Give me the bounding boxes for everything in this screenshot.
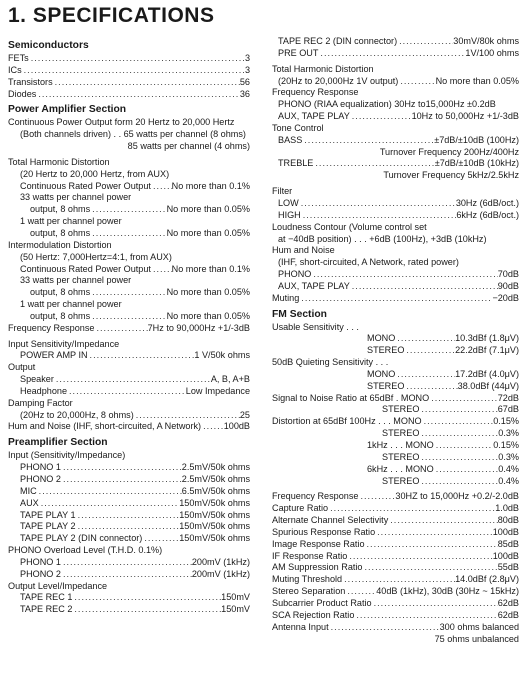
spec-value: 0.15% xyxy=(493,416,519,427)
spec-row xyxy=(272,393,519,405)
spec-row xyxy=(8,521,250,533)
spec-label: Frequency Response xyxy=(8,322,95,333)
spec-label: MIC xyxy=(20,485,37,496)
dot-leader xyxy=(395,333,455,345)
spec-value: 100dB xyxy=(492,526,519,537)
spec-value: 100dB xyxy=(492,550,519,561)
spec-row xyxy=(272,452,519,464)
spec-value: 200mV (1kHz) xyxy=(191,556,250,567)
spec-value: ±7dB/±10dB (100Hz) xyxy=(434,134,519,145)
spec-text: Intermodulation Distortion xyxy=(8,239,112,250)
spec-text: (IHF, short-circuited, A Network, rated power) xyxy=(278,257,459,268)
dot-leader xyxy=(362,562,497,574)
dot-leader xyxy=(395,369,455,381)
spec-label: IF Response Ratio xyxy=(272,550,348,561)
spec-row xyxy=(8,374,250,386)
dot-leader xyxy=(404,345,455,357)
dot-leader xyxy=(142,533,179,545)
dot-leader xyxy=(72,604,221,616)
spec-text: Damping Factor xyxy=(8,397,73,408)
spec-value: 1V/100 ohms xyxy=(465,47,519,58)
spec-row xyxy=(8,287,250,299)
spec-label: 6kHz . . . MONO xyxy=(367,463,434,474)
dot-leader xyxy=(67,386,186,398)
spec-label: AUX, TAPE PLAY xyxy=(278,111,350,122)
spec-value: 67dB xyxy=(497,404,519,415)
spec-value: 1 V/50k ohms xyxy=(194,350,250,361)
spec-value: 56 xyxy=(239,76,250,87)
spec-value: 30mV/80k ohms xyxy=(453,36,519,46)
dot-leader xyxy=(36,89,240,101)
spec-value: 80dB xyxy=(497,515,519,526)
spec-value: 0.4% xyxy=(498,475,519,486)
dot-leader xyxy=(76,521,180,533)
spec-value: 0.3% xyxy=(498,428,519,439)
dot-leader xyxy=(311,269,497,281)
dot-leader xyxy=(419,404,497,416)
dot-leader xyxy=(76,510,180,522)
spec-row xyxy=(272,527,519,539)
spec-row xyxy=(272,158,519,170)
dot-leader xyxy=(397,36,453,48)
dot-leader xyxy=(422,416,494,428)
dot-leader xyxy=(328,503,495,515)
spec-label: PHONO 2 xyxy=(20,474,61,484)
spec-value: 22.2dBf (7.1μV) xyxy=(455,345,519,356)
dot-leader xyxy=(419,476,498,488)
spec-label: Antenna Input xyxy=(272,621,329,632)
spec-label: STEREO xyxy=(382,404,420,415)
spec-row xyxy=(8,474,250,486)
spec-value: 0.3% xyxy=(498,451,519,462)
dot-leader xyxy=(61,557,192,569)
spec-value: 3 xyxy=(244,53,250,63)
spec-text: Output Level/Impedance xyxy=(8,580,108,591)
spec-row xyxy=(8,410,250,422)
spec-text: Input (Sensitivity/Impedance) xyxy=(8,450,126,461)
spec-value: Turnover Frequency 200Hz/400Hz xyxy=(379,146,519,157)
spec-text: 50dB Quieting Sensitivity . . . xyxy=(272,357,389,368)
spec-text: 33 watts per channel power xyxy=(20,192,132,203)
spec-value: No more than 0.1% xyxy=(171,180,250,191)
spec-row xyxy=(272,574,519,586)
spec-row xyxy=(8,89,250,101)
spec-row xyxy=(272,598,519,610)
spec-label: MONO xyxy=(367,368,396,379)
specs-column-left xyxy=(8,36,250,616)
spec-value: 150mV/50k ohms xyxy=(179,497,250,508)
spec-label: TAPE REC 2 xyxy=(20,604,73,615)
dot-leader xyxy=(404,381,457,393)
spec-row xyxy=(8,77,250,89)
spec-label: TAPE PLAY 2 (DIN connector) xyxy=(20,533,143,544)
spec-row xyxy=(272,293,519,305)
spec-label: Hum and Noise (IHF, short-circuited, A Network) xyxy=(8,421,202,432)
spec-value: 10.3dBf (1.8μV) xyxy=(455,333,519,344)
spec-text: PHONO (RIAA equalization) 30Hz to15,000Hz ±0.2dB xyxy=(278,99,496,110)
spec-value: 10Hz to 50,000Hz +1/-3dB xyxy=(411,111,519,122)
spec-value: 1.0dB xyxy=(495,503,519,514)
spec-label: Image Response Ratio xyxy=(272,538,365,549)
dot-leader xyxy=(358,491,395,503)
spec-value: 0.4% xyxy=(498,463,519,474)
section-heading: Power Amplifier Section xyxy=(8,104,127,116)
spec-row xyxy=(272,281,519,293)
spec-label: POWER AMP IN xyxy=(20,350,88,361)
dot-leader xyxy=(94,323,147,335)
spec-label: STEREO xyxy=(382,428,420,439)
spec-label: Speaker xyxy=(20,374,54,385)
spec-value: 36 xyxy=(239,88,250,99)
dot-leader xyxy=(419,428,498,440)
spec-text: 33 watts per channel power xyxy=(20,275,132,286)
spec-text: 1 watt per channel power xyxy=(20,216,122,227)
spec-row xyxy=(8,323,250,335)
spec-row xyxy=(272,269,519,281)
spec-row xyxy=(8,462,250,474)
spec-value: 300 ohms balanced xyxy=(439,621,519,632)
spec-value: 150mV/50k ohms xyxy=(179,509,250,520)
spec-value: 150mV/50k ohms xyxy=(179,533,250,544)
dot-leader xyxy=(347,551,492,563)
spec-text: (Both channels driven) . . 65 watts per channel (8 ohms) xyxy=(20,129,246,140)
dot-leader xyxy=(429,393,498,405)
spec-row xyxy=(8,421,250,433)
dot-leader xyxy=(88,350,195,362)
dot-leader xyxy=(90,311,166,323)
spec-text: PHONO Overload Level (T.H.D. 0.1%) xyxy=(8,545,163,556)
spec-row xyxy=(272,551,519,563)
dot-leader xyxy=(39,498,180,510)
spec-row xyxy=(272,610,519,622)
spec-label: PHONO 1 xyxy=(20,556,61,567)
dot-leader xyxy=(90,287,166,299)
spec-value: 30Hz (6dB/oct.) xyxy=(455,197,519,208)
spec-value: 7Hz to 90,000Hz +1/-3dB xyxy=(147,322,250,333)
spec-value: No more than 0.1% xyxy=(171,263,250,274)
spec-text: Filter xyxy=(272,186,293,197)
specs-column-right xyxy=(272,36,519,645)
dot-leader xyxy=(313,158,434,170)
spec-value: No more than 0.05% xyxy=(166,204,250,215)
spec-label: Subcarrier Product Ratio xyxy=(272,597,372,608)
spec-label: 1kHz . . . MONO xyxy=(367,440,434,450)
spec-label: PHONO 2 xyxy=(20,568,61,579)
spec-label: AUX, TAPE PLAY xyxy=(278,280,350,291)
spec-text: Loudness Contour (Volume control set xyxy=(272,221,427,232)
dot-leader xyxy=(53,77,240,89)
spec-value: 150mV xyxy=(221,592,250,603)
spec-row xyxy=(8,350,250,362)
dot-leader xyxy=(419,452,498,464)
dot-leader xyxy=(318,48,465,60)
spec-row xyxy=(272,416,519,428)
spec-row xyxy=(272,135,519,147)
spec-value: 90dB xyxy=(497,280,519,291)
spec-row xyxy=(8,569,250,581)
spec-label: Signal to Noise Ratio at 65dBf . MONO xyxy=(272,392,430,403)
spec-text: Usable Sensitivity . . . xyxy=(272,321,359,332)
page-title: 1. SPECIFICATIONS xyxy=(8,4,215,27)
dot-leader xyxy=(72,592,221,604)
spec-value: 75 ohms unbalanced xyxy=(434,633,519,644)
spec-label: Continuous Rated Power Output xyxy=(20,180,151,191)
spec-value: 200mV (1kHz) xyxy=(191,568,250,579)
spec-value: 150mV/50k ohms xyxy=(179,521,250,532)
dot-leader xyxy=(151,181,172,193)
spec-row xyxy=(272,586,519,598)
spec-row xyxy=(272,476,519,488)
spec-label: LOW xyxy=(278,197,299,208)
spec-label: TAPE REC 1 xyxy=(20,592,73,603)
spec-continuation xyxy=(272,147,519,159)
spec-row xyxy=(8,592,250,604)
spec-label: BASS xyxy=(278,134,303,145)
dot-leader xyxy=(301,210,457,222)
spec-value: 17.2dBf (4.0μV) xyxy=(455,368,519,379)
spec-label: TAPE REC 2 (DIN connector) xyxy=(278,36,398,46)
spec-value: 25 xyxy=(239,409,250,420)
spec-label: AUX xyxy=(20,497,39,508)
spec-text: Output xyxy=(8,362,36,373)
spec-row xyxy=(8,486,250,498)
spec-row xyxy=(8,510,250,522)
spec-text: (20 Hertz to 20,000 Hertz, from AUX) xyxy=(20,168,170,179)
spec-value: 6.5mV/50k ohms xyxy=(181,485,250,496)
spec-row xyxy=(8,204,250,216)
spec-value: 3 xyxy=(244,64,250,75)
spec-text: Input Sensitivity/Impedance xyxy=(8,338,120,349)
spec-row xyxy=(8,228,250,240)
spec-label: output, 8 ohms xyxy=(30,204,91,215)
spec-row xyxy=(272,539,519,551)
spec-label: PHONO xyxy=(278,269,312,280)
spec-row xyxy=(272,428,519,440)
dot-leader xyxy=(375,527,493,539)
spec-value: No more than 0.05% xyxy=(166,287,250,298)
dot-leader xyxy=(434,464,499,476)
spec-label: output, 8 ohms xyxy=(30,227,91,238)
dot-leader xyxy=(134,410,240,422)
spec-row xyxy=(8,604,250,616)
spec-value: No more than 0.05% xyxy=(435,75,519,86)
spec-value: −20dB xyxy=(492,292,519,303)
spec-continuation xyxy=(272,634,519,646)
spec-value: No more than 0.05% xyxy=(166,227,250,238)
spec-continuation xyxy=(272,170,519,182)
spec-value: Turnover Frequency 5kHz/2.5kHz xyxy=(383,170,519,181)
dot-leader xyxy=(54,374,211,386)
dot-leader xyxy=(61,569,192,581)
spec-text: at −40dB position) . . . +6dB (100Hz), +3dB (10kHz) xyxy=(278,233,487,244)
spec-value: ±7dB/±10dB (10kHz) xyxy=(434,158,519,169)
spec-label: PHONO 1 xyxy=(20,462,61,473)
spec-text: (50 Hertz: 7,000Hertz=4:1, from AUX) xyxy=(20,251,172,262)
spec-row xyxy=(272,48,519,60)
spec-value: 72dB xyxy=(497,392,519,403)
spec-row xyxy=(272,36,519,48)
spec-label: (20Hz to 20,000Hz 1V output) xyxy=(278,75,399,86)
dot-leader xyxy=(372,598,498,610)
dot-leader xyxy=(388,515,497,527)
spec-row xyxy=(272,369,519,381)
dot-leader xyxy=(90,228,166,240)
spec-value: 40dB (1kHz), 30dB (30Hz ~ 15kHz) xyxy=(376,586,519,597)
spec-label: output, 8 ohms xyxy=(30,310,91,321)
spec-value: 2.5mV/50k ohms xyxy=(181,474,250,484)
spec-continuation xyxy=(8,141,250,153)
spec-value: 30HZ to 15,000Hz +0.2/-2.0dB xyxy=(395,491,519,502)
spec-label: Frequency Response xyxy=(272,491,359,502)
dot-leader xyxy=(365,539,498,551)
spec-label: STEREO xyxy=(367,345,405,356)
spec-text: Total Harmonic Distortion xyxy=(272,63,374,74)
spec-value: 150mV xyxy=(221,604,250,615)
spec-text: 1 watt per channel power xyxy=(20,299,122,310)
spec-label: (20Hz to 20,000Hz, 8 ohms) xyxy=(20,409,134,420)
spec-value: 2.5mV/50k ohms xyxy=(181,462,250,473)
spec-row xyxy=(272,404,519,416)
spec-label: SCA Rejection Ratio xyxy=(272,609,355,620)
spec-value: 55dB xyxy=(497,562,519,573)
spec-label: Alternate Channel Selectivity xyxy=(272,515,389,526)
spec-text: Hum and Noise xyxy=(272,245,335,256)
section-heading: FM Section xyxy=(272,308,327,320)
dot-leader xyxy=(398,76,435,88)
dot-leader xyxy=(329,622,440,634)
spec-label: STEREO xyxy=(382,451,420,462)
spec-row xyxy=(272,333,519,345)
spec-row xyxy=(8,311,250,323)
spec-label: Transistors xyxy=(8,76,53,87)
spec-row xyxy=(8,65,250,77)
spec-value: A, B, A+B xyxy=(210,374,250,385)
dot-leader xyxy=(302,135,434,147)
dot-leader xyxy=(61,474,182,486)
dot-leader xyxy=(342,574,455,586)
dot-leader xyxy=(151,264,172,276)
spec-row xyxy=(8,53,250,65)
spec-label: Diodes xyxy=(8,88,37,99)
spec-label: Spurious Response Ratio xyxy=(272,526,376,537)
spec-row xyxy=(272,562,519,574)
spec-row xyxy=(8,498,250,510)
dot-leader xyxy=(61,462,182,474)
spec-label: output, 8 ohms xyxy=(30,287,91,298)
dot-leader xyxy=(37,486,182,498)
spec-row xyxy=(272,381,519,393)
section-heading: Semiconductors xyxy=(8,40,89,51)
spec-label: HIGH xyxy=(278,209,301,220)
spec-label: FETs xyxy=(8,53,29,63)
spec-value: 0.15% xyxy=(493,440,519,450)
spec-row xyxy=(272,198,519,210)
spec-value: 38.0dBf (44μV) xyxy=(457,380,519,391)
spec-value: 6kHz (6dB/oct.) xyxy=(456,209,519,220)
spec-row xyxy=(272,111,519,123)
spec-row xyxy=(272,515,519,527)
spec-value: 70dB xyxy=(497,269,519,280)
spec-label: STEREO xyxy=(367,380,405,391)
spec-label: STEREO xyxy=(382,475,420,486)
spec-label: Distortion at 65dBf 100Hz . . . MONO xyxy=(272,416,422,427)
dot-leader xyxy=(90,204,166,216)
spec-label: AM Suppression Ratio xyxy=(272,562,363,573)
spec-value: No more than 0.05% xyxy=(166,310,250,321)
spec-row xyxy=(272,491,519,503)
spec-row xyxy=(272,503,519,515)
spec-text: Tone Control xyxy=(272,122,324,133)
spec-label: Muting xyxy=(272,292,300,303)
spec-label: Stereo Separation xyxy=(272,586,346,597)
spec-label: TAPE PLAY 2 xyxy=(20,521,76,532)
dot-leader xyxy=(299,293,492,305)
spec-label: Muting Threshold xyxy=(272,574,343,585)
spec-row xyxy=(272,210,519,222)
dot-leader xyxy=(299,198,456,210)
spec-label: Headphone xyxy=(20,385,68,396)
spec-row xyxy=(272,464,519,476)
spec-label: Capture Ratio xyxy=(272,503,329,514)
spec-value: 14.0dBf (2.8μV) xyxy=(455,574,519,585)
spec-value: 62dB xyxy=(497,609,519,620)
dot-leader xyxy=(29,53,245,65)
spec-text: Continuous Power Output form 20 Hertz to 20,000 Hertz xyxy=(8,117,235,128)
spec-label: PRE OUT xyxy=(278,47,319,58)
dot-leader xyxy=(22,65,245,77)
spec-label: Continuous Rated Power Output xyxy=(20,263,151,274)
spec-row xyxy=(272,345,519,357)
spec-value: 100dB xyxy=(223,421,250,432)
spec-row xyxy=(272,76,519,88)
spec-row xyxy=(8,181,250,193)
spec-text: Frequency Response xyxy=(272,87,359,98)
spec-label: TAPE PLAY 1 xyxy=(20,509,76,520)
spec-row xyxy=(8,386,250,398)
dot-leader xyxy=(350,111,412,123)
dot-leader xyxy=(345,586,376,598)
spec-row xyxy=(272,622,519,634)
spec-row xyxy=(8,533,250,545)
dot-leader xyxy=(434,440,494,452)
spec-value: 85dB xyxy=(497,538,519,549)
spec-text: Total Harmonic Distortion xyxy=(8,156,110,167)
section-heading: Preamplifier Section xyxy=(8,437,108,449)
spec-label: MONO xyxy=(367,333,396,344)
spec-row xyxy=(272,440,519,452)
spec-label: ICs xyxy=(8,64,22,75)
spec-value: Low Impedance xyxy=(185,385,250,396)
spec-label: TREBLE xyxy=(278,158,314,169)
dot-leader xyxy=(354,610,497,622)
dot-leader xyxy=(350,281,498,293)
spec-value: 85 watts per channel (4 ohms) xyxy=(127,141,250,152)
spec-row xyxy=(8,557,250,569)
spec-row xyxy=(8,264,250,276)
dot-leader xyxy=(201,421,224,433)
spec-value: 62dB xyxy=(497,597,519,608)
